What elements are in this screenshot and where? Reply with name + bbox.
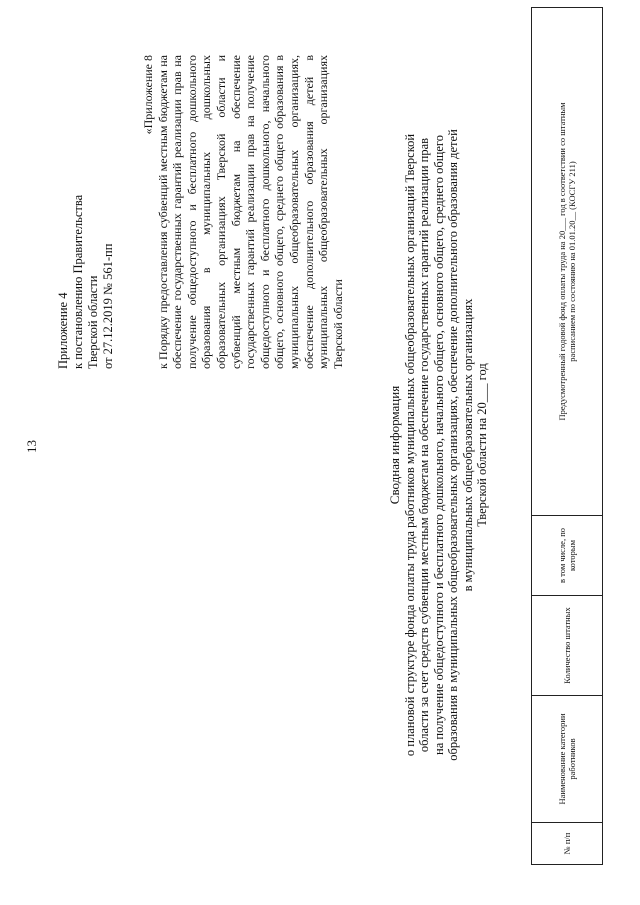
col-annual-fund-line-2: расписанием по состоянию на 01.01.20__ (КОСГУ 211) [567, 161, 577, 362]
summary-title: Сводная информация [387, 385, 402, 505]
appendix-8-title: «Приложение 8 [141, 55, 155, 135]
summary-line-1: о плановой структуре фонда оплаты труда работников муниципальных общеобразовательных организаций Тверской [402, 133, 417, 757]
appendix-4-title: Приложение 4 [56, 292, 70, 369]
summary-line-2: области за счет средств субвенции местным бюджетам на обеспечение государственных гарантий реализации прав [417, 137, 431, 753]
summary-line-5: в муниципальных общеобразовательных организациях [460, 298, 475, 592]
col-category: Наименование категории работников [532, 696, 603, 823]
appendix-4-header [56, 149, 116, 369]
col-including: в том числе, по которым [532, 516, 603, 596]
col-staff-count: Количество штатных [532, 596, 603, 696]
col-annual-fund [532, 8, 603, 516]
appendix-8-body: к Порядку предоставления субвенций местным бюджетам на обеспечение государственных гарантий реализации прав на получение общедоступного и бесплатного дошкольного образования в муниципальных дошкольных образовательных организациях Тверской области и субвенций местным бюджетам на обеспечение государственных гарантий реализации прав на получение общедоступного и бесплатного дошкольного, начального общего, основного общего, среднего общего образования в муниципальных общеобразовательных организациях, обеспечение дополнительного образования детей в муниципальных общеобразовательных организациях Тверской области [155, 55, 345, 369]
appendix-4-region: Тверской области [86, 275, 100, 369]
appendix-4-ref: к постановлению Правительства [71, 194, 85, 369]
col-annual-fund-line-1: Предусмотренный годовой фонд оплаты труда на 20___ год в соответствии со штатным [557, 102, 567, 421]
appendix-4-date: от 27.12.2019 № 561-пп [101, 243, 115, 369]
summary-line-3: на получение общедоступного и бесплатного дошкольного, начального общего, основного общего, среднего общего [431, 135, 446, 755]
table-header-row [532, 8, 603, 865]
summary-heading [388, 95, 490, 795]
col-number: № п/п [532, 823, 603, 865]
page-number: 13 [24, 440, 39, 453]
summary-line-6: Тверской области на 20___ год [475, 363, 489, 527]
summary-table [531, 7, 603, 865]
summary-line-4: образования в муниципальных общеобразовательных организациях, обеспечение дополнительного образования детей [446, 129, 460, 761]
appendix-8-block [141, 55, 345, 369]
